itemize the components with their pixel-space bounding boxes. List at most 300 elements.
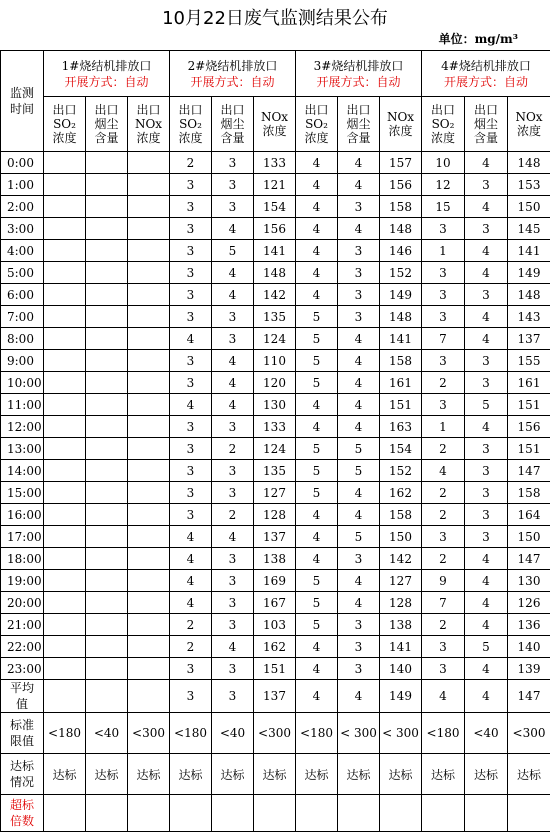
- value-cell: 4: [212, 394, 254, 416]
- time-cell: 20:00: [1, 592, 44, 614]
- value-cell: 3: [338, 262, 380, 284]
- value-cell: 4: [296, 240, 338, 262]
- table-row: [1, 570, 550, 592]
- value-cell: 9: [422, 570, 465, 592]
- value-cell: [44, 795, 86, 832]
- value-cell: 121: [254, 174, 296, 196]
- value-cell: 2: [422, 614, 465, 636]
- value-cell: [44, 416, 86, 438]
- value-cell: 149: [508, 262, 550, 284]
- plant-mode: 开展方式：自动: [170, 74, 295, 90]
- value-cell: [128, 416, 170, 438]
- value-cell: [465, 795, 508, 832]
- value-cell: 5: [296, 614, 338, 636]
- column-header: 出口NOx浓度: [128, 97, 170, 152]
- value-cell: 135: [254, 460, 296, 482]
- value-cell: [44, 174, 86, 196]
- value-cell: [128, 636, 170, 658]
- value-cell: 3: [422, 350, 465, 372]
- value-cell: 127: [380, 570, 422, 592]
- time-cell: 4:00: [1, 240, 44, 262]
- value-cell: 147: [508, 460, 550, 482]
- value-cell: 4: [296, 504, 338, 526]
- value-cell: 4: [170, 570, 212, 592]
- value-cell: 达标: [422, 754, 465, 795]
- value-cell: 12: [422, 174, 465, 196]
- table-row: [1, 658, 550, 680]
- value-cell: 145: [508, 218, 550, 240]
- value-cell: [86, 504, 128, 526]
- value-cell: 156: [380, 174, 422, 196]
- value-cell: <40: [212, 713, 254, 754]
- value-cell: [44, 306, 86, 328]
- value-cell: 3: [212, 592, 254, 614]
- value-cell: <180: [422, 713, 465, 754]
- value-cell: 3: [212, 460, 254, 482]
- value-cell: 137: [254, 526, 296, 548]
- value-cell: 133: [254, 152, 296, 174]
- value-cell: [128, 526, 170, 548]
- value-cell: 162: [380, 482, 422, 504]
- value-cell: [86, 570, 128, 592]
- unit-label: 单位：mg/m³: [439, 30, 518, 47]
- value-cell: 141: [254, 240, 296, 262]
- column-header: 出口烟尘含量: [338, 97, 380, 152]
- time-cell: 15:00: [1, 482, 44, 504]
- table-row: [1, 152, 550, 174]
- column-header: NOx浓度: [508, 97, 550, 152]
- value-cell: 3: [422, 284, 465, 306]
- value-cell: 2: [170, 152, 212, 174]
- time-cell: 21:00: [1, 614, 44, 636]
- table-row: [1, 372, 550, 394]
- value-cell: 151: [380, 394, 422, 416]
- value-cell: [86, 636, 128, 658]
- value-cell: 138: [254, 548, 296, 570]
- value-cell: [44, 262, 86, 284]
- value-cell: [128, 438, 170, 460]
- value-cell: [86, 548, 128, 570]
- value-cell: [254, 795, 296, 832]
- value-cell: 154: [254, 196, 296, 218]
- value-cell: 3: [212, 482, 254, 504]
- value-cell: [128, 680, 170, 713]
- time-header: 监测时间: [1, 51, 44, 152]
- value-cell: 7: [422, 592, 465, 614]
- plant-name: 3#烧结机排放口: [296, 58, 421, 74]
- value-cell: <40: [465, 713, 508, 754]
- value-cell: [86, 240, 128, 262]
- value-cell: 4: [465, 592, 508, 614]
- value-cell: 达标: [128, 754, 170, 795]
- value-cell: 158: [380, 196, 422, 218]
- value-cell: 达标: [338, 754, 380, 795]
- value-cell: [44, 152, 86, 174]
- value-cell: 5: [338, 460, 380, 482]
- value-cell: 达标: [508, 754, 550, 795]
- value-cell: [86, 438, 128, 460]
- value-cell: 5: [296, 460, 338, 482]
- status-label: 达标情况: [1, 754, 44, 795]
- table-row: [1, 548, 550, 570]
- time-cell: 10:00: [1, 372, 44, 394]
- value-cell: 4: [338, 570, 380, 592]
- value-cell: 3: [465, 460, 508, 482]
- value-cell: 150: [380, 526, 422, 548]
- value-cell: [44, 218, 86, 240]
- value-cell: 164: [508, 504, 550, 526]
- value-cell: <300: [508, 713, 550, 754]
- value-cell: 3: [170, 240, 212, 262]
- value-cell: 达标: [44, 754, 86, 795]
- value-cell: <180: [170, 713, 212, 754]
- value-cell: 3: [212, 306, 254, 328]
- value-cell: 7: [422, 328, 465, 350]
- value-cell: 达标: [465, 754, 508, 795]
- value-cell: 4: [296, 636, 338, 658]
- value-cell: <180: [44, 713, 86, 754]
- value-cell: 5: [296, 372, 338, 394]
- value-cell: 3: [170, 196, 212, 218]
- value-cell: 4: [338, 174, 380, 196]
- value-cell: 148: [508, 152, 550, 174]
- value-cell: [128, 482, 170, 504]
- value-cell: 158: [380, 504, 422, 526]
- value-cell: 达标: [380, 754, 422, 795]
- value-cell: 达标: [254, 754, 296, 795]
- value-cell: 4: [212, 372, 254, 394]
- value-cell: 167: [254, 592, 296, 614]
- value-cell: [128, 306, 170, 328]
- value-cell: [44, 570, 86, 592]
- value-cell: [128, 240, 170, 262]
- plant-name: 2#烧结机排放口: [170, 58, 295, 74]
- table-row: [1, 328, 550, 350]
- column-header: 出口SO₂浓度: [44, 97, 86, 152]
- value-cell: 4: [338, 482, 380, 504]
- value-cell: 149: [380, 284, 422, 306]
- value-cell: 4: [465, 658, 508, 680]
- value-cell: 4: [212, 526, 254, 548]
- value-cell: <300: [254, 713, 296, 754]
- value-cell: 3: [422, 306, 465, 328]
- table-row: [1, 438, 550, 460]
- value-cell: <180: [296, 713, 338, 754]
- value-cell: 10: [422, 152, 465, 174]
- value-cell: [44, 548, 86, 570]
- value-cell: [44, 372, 86, 394]
- value-cell: [44, 460, 86, 482]
- table-row: [1, 394, 550, 416]
- value-cell: < 300: [338, 713, 380, 754]
- table-row: [1, 306, 550, 328]
- value-cell: [44, 240, 86, 262]
- value-cell: 4: [465, 570, 508, 592]
- value-cell: 5: [338, 526, 380, 548]
- value-cell: [128, 614, 170, 636]
- value-cell: 3: [170, 174, 212, 196]
- value-cell: 达标: [170, 754, 212, 795]
- value-cell: 15: [422, 196, 465, 218]
- value-cell: [128, 658, 170, 680]
- value-cell: 4: [422, 460, 465, 482]
- time-cell: 16:00: [1, 504, 44, 526]
- table-row: [1, 284, 550, 306]
- value-cell: [128, 592, 170, 614]
- time-cell: 23:00: [1, 658, 44, 680]
- time-cell: 22:00: [1, 636, 44, 658]
- value-cell: 3: [212, 548, 254, 570]
- value-cell: 3: [465, 174, 508, 196]
- value-cell: 3: [338, 614, 380, 636]
- value-cell: [170, 795, 212, 832]
- value-cell: 2: [212, 504, 254, 526]
- value-cell: 152: [380, 460, 422, 482]
- value-cell: 154: [380, 438, 422, 460]
- value-cell: 133: [254, 416, 296, 438]
- value-cell: 3: [422, 218, 465, 240]
- page-title: 10月22日废气监测结果公布: [0, 4, 550, 30]
- value-cell: 4: [296, 196, 338, 218]
- value-cell: 3: [422, 636, 465, 658]
- value-cell: 128: [380, 592, 422, 614]
- value-cell: 4: [338, 680, 380, 713]
- value-cell: 4: [465, 416, 508, 438]
- emission-table: [0, 50, 550, 832]
- plant-name: 4#烧结机排放口: [422, 58, 550, 74]
- value-cell: [128, 174, 170, 196]
- value-cell: 4: [465, 240, 508, 262]
- value-cell: 4: [212, 284, 254, 306]
- value-cell: 126: [508, 592, 550, 614]
- value-cell: 5: [296, 350, 338, 372]
- value-cell: 128: [254, 504, 296, 526]
- table-row: [1, 218, 550, 240]
- value-cell: 5: [212, 240, 254, 262]
- value-cell: [44, 636, 86, 658]
- value-cell: [44, 284, 86, 306]
- value-cell: 4: [465, 262, 508, 284]
- value-cell: 2: [170, 636, 212, 658]
- value-cell: [128, 372, 170, 394]
- time-cell: 9:00: [1, 350, 44, 372]
- value-cell: 4: [296, 284, 338, 306]
- value-cell: [44, 614, 86, 636]
- value-cell: < 300: [380, 713, 422, 754]
- value-cell: [86, 795, 128, 832]
- value-cell: [128, 350, 170, 372]
- value-cell: [86, 592, 128, 614]
- value-cell: [44, 438, 86, 460]
- value-cell: 4: [212, 350, 254, 372]
- value-cell: 136: [508, 614, 550, 636]
- value-cell: 156: [508, 416, 550, 438]
- column-header: NOx浓度: [254, 97, 296, 152]
- value-cell: 达标: [296, 754, 338, 795]
- value-cell: 3: [170, 416, 212, 438]
- table-row: [1, 482, 550, 504]
- value-cell: 4: [296, 526, 338, 548]
- value-cell: 3: [422, 526, 465, 548]
- value-cell: 3: [465, 526, 508, 548]
- column-header: 出口SO₂浓度: [170, 97, 212, 152]
- value-cell: 151: [508, 394, 550, 416]
- value-cell: 130: [254, 394, 296, 416]
- value-cell: [338, 795, 380, 832]
- column-header: 出口烟尘含量: [86, 97, 128, 152]
- table-row: [1, 240, 550, 262]
- value-cell: 4: [212, 262, 254, 284]
- value-cell: 达标: [86, 754, 128, 795]
- value-cell: 127: [254, 482, 296, 504]
- value-cell: 140: [380, 658, 422, 680]
- value-cell: 3: [212, 570, 254, 592]
- value-cell: 3: [212, 152, 254, 174]
- value-cell: 158: [508, 482, 550, 504]
- table-row: [1, 460, 550, 482]
- value-cell: 3: [212, 658, 254, 680]
- value-cell: 124: [254, 328, 296, 350]
- value-cell: 3: [170, 680, 212, 713]
- plant-mode: 开展方式：自动: [44, 74, 169, 90]
- value-cell: 4: [170, 592, 212, 614]
- value-cell: 3: [212, 174, 254, 196]
- value-cell: 3: [465, 482, 508, 504]
- plant-header-2: [170, 51, 296, 97]
- value-cell: 5: [296, 482, 338, 504]
- value-cell: 158: [380, 350, 422, 372]
- value-cell: 141: [380, 328, 422, 350]
- value-cell: 5: [296, 438, 338, 460]
- value-cell: [128, 218, 170, 240]
- value-cell: [86, 262, 128, 284]
- value-cell: 3: [422, 394, 465, 416]
- value-cell: 4: [422, 680, 465, 713]
- value-cell: [44, 350, 86, 372]
- value-cell: 3: [170, 504, 212, 526]
- value-cell: 142: [254, 284, 296, 306]
- value-cell: 4: [296, 416, 338, 438]
- value-cell: 151: [508, 438, 550, 460]
- value-cell: 3: [338, 658, 380, 680]
- value-cell: [44, 328, 86, 350]
- value-cell: 161: [380, 372, 422, 394]
- status-row: [1, 754, 550, 795]
- plant-mode: 开展方式：自动: [296, 74, 421, 90]
- value-cell: [128, 548, 170, 570]
- time-cell: 2:00: [1, 196, 44, 218]
- value-cell: 3: [170, 438, 212, 460]
- value-cell: 4: [465, 614, 508, 636]
- value-cell: 2: [422, 548, 465, 570]
- value-cell: 3: [338, 196, 380, 218]
- value-cell: 153: [508, 174, 550, 196]
- value-cell: 2: [422, 372, 465, 394]
- plant-header-3: [296, 51, 422, 97]
- value-cell: <300: [128, 713, 170, 754]
- value-cell: 147: [508, 548, 550, 570]
- value-cell: [86, 658, 128, 680]
- table-row: [1, 592, 550, 614]
- value-cell: 141: [380, 636, 422, 658]
- value-cell: 148: [380, 306, 422, 328]
- value-cell: [44, 526, 86, 548]
- value-cell: 4: [170, 394, 212, 416]
- table-row: [1, 196, 550, 218]
- value-cell: 124: [254, 438, 296, 460]
- value-cell: 142: [380, 548, 422, 570]
- value-cell: 3: [170, 350, 212, 372]
- value-cell: 155: [508, 350, 550, 372]
- value-cell: 3: [422, 658, 465, 680]
- value-cell: [44, 196, 86, 218]
- plant-mode: 开展方式：自动: [422, 74, 550, 90]
- time-cell: 1:00: [1, 174, 44, 196]
- time-cell: 3:00: [1, 218, 44, 240]
- time-cell: 13:00: [1, 438, 44, 460]
- value-cell: 148: [254, 262, 296, 284]
- value-cell: 156: [254, 218, 296, 240]
- value-cell: [128, 795, 170, 832]
- value-cell: [212, 795, 254, 832]
- average-row: [1, 680, 550, 713]
- table-row: [1, 614, 550, 636]
- value-cell: 5: [296, 592, 338, 614]
- value-cell: 4: [338, 394, 380, 416]
- value-cell: 4: [170, 328, 212, 350]
- value-cell: 163: [380, 416, 422, 438]
- table-row: [1, 350, 550, 372]
- value-cell: 达标: [212, 754, 254, 795]
- value-cell: [128, 284, 170, 306]
- column-header: NOx浓度: [380, 97, 422, 152]
- value-cell: 4: [212, 636, 254, 658]
- standard-label: 标准限值: [1, 713, 44, 754]
- value-cell: 4: [170, 548, 212, 570]
- time-cell: 5:00: [1, 262, 44, 284]
- value-cell: 3: [170, 460, 212, 482]
- value-cell: 4: [338, 504, 380, 526]
- value-cell: [86, 350, 128, 372]
- value-cell: 4: [338, 152, 380, 174]
- value-cell: 152: [380, 262, 422, 284]
- value-cell: 4: [465, 196, 508, 218]
- value-cell: 3: [465, 438, 508, 460]
- value-cell: 4: [465, 328, 508, 350]
- value-cell: 4: [296, 152, 338, 174]
- value-cell: [86, 460, 128, 482]
- value-cell: [128, 262, 170, 284]
- value-cell: 3: [465, 350, 508, 372]
- value-cell: 2: [422, 438, 465, 460]
- value-cell: 4: [465, 152, 508, 174]
- value-cell: 3: [338, 284, 380, 306]
- value-cell: 4: [296, 394, 338, 416]
- value-cell: <40: [86, 713, 128, 754]
- value-cell: 4: [338, 592, 380, 614]
- value-cell: [86, 482, 128, 504]
- value-cell: 4: [338, 372, 380, 394]
- value-cell: [296, 795, 338, 832]
- value-cell: 3: [170, 482, 212, 504]
- value-cell: 151: [254, 658, 296, 680]
- value-cell: 4: [338, 218, 380, 240]
- value-cell: 120: [254, 372, 296, 394]
- value-cell: 3: [212, 680, 254, 713]
- value-cell: 4: [338, 350, 380, 372]
- table-row: [1, 504, 550, 526]
- value-cell: 148: [380, 218, 422, 240]
